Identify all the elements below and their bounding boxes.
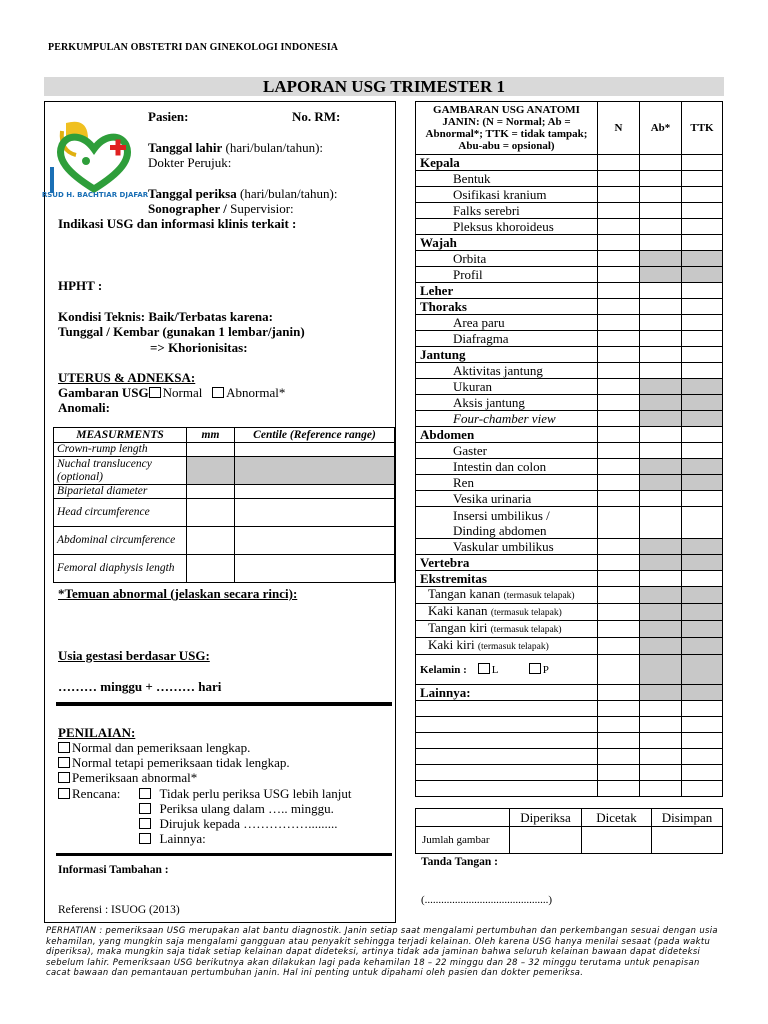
kelamin-p-checkbox[interactable] [529, 663, 541, 674]
lainnya-blank[interactable] [416, 749, 598, 765]
ab-cell[interactable] [640, 315, 682, 331]
meas-row-label: Abdominal circumference [54, 527, 187, 555]
ttk-cell[interactable] [682, 765, 723, 781]
anatomy-row [416, 203, 723, 219]
ttk-cell[interactable] [682, 155, 723, 171]
anatomy-row [416, 379, 723, 395]
ab-cell[interactable] [640, 347, 682, 363]
anatomy-label: Ekstremitas [416, 571, 598, 587]
anatomy-label: Osifikasi kranium [416, 187, 598, 203]
hospital-logo [41, 111, 149, 203]
anatomy-label: Jantung [416, 347, 598, 363]
anatomy-row [416, 187, 723, 203]
n-cell[interactable] [598, 587, 640, 604]
anatomy-row [416, 604, 723, 621]
ab-cell[interactable] [640, 395, 682, 411]
anatomy-label: Kaki kiri (termasuk telapak) [416, 638, 598, 655]
lainnya-blank[interactable] [416, 765, 598, 781]
n-cell[interactable] [598, 717, 640, 733]
n-cell[interactable] [598, 251, 640, 267]
ttk-cell[interactable] [682, 781, 723, 797]
ttk-cell[interactable] [682, 571, 723, 587]
ttk-cell[interactable] [682, 267, 723, 283]
meas-row-label: Head circumference [54, 499, 187, 527]
n-cell[interactable] [598, 475, 640, 491]
n-cell[interactable] [598, 781, 640, 797]
gambaran-usg-row: Gambaran USG Normal Abnormal* [58, 385, 286, 400]
anatomy-row [416, 219, 723, 235]
anatomy-row [416, 621, 723, 638]
lainnya-row [416, 701, 723, 717]
divider-thick [56, 853, 392, 856]
lainnya-blank[interactable] [416, 717, 598, 733]
mm-cell[interactable] [187, 443, 235, 457]
meas-row-label: Nuchal translucency (optional) [54, 457, 187, 485]
n-cell[interactable] [598, 701, 640, 717]
n-cell[interactable] [598, 749, 640, 765]
ab-cell[interactable] [640, 491, 682, 507]
ab-cell[interactable] [640, 219, 682, 235]
anatomy-row [416, 571, 723, 587]
rencana-option[interactable]: Dirujuk kepada ……………......... [139, 816, 338, 831]
ab-cell[interactable] [640, 555, 682, 571]
anatomy-label: Tangan kiri (termasuk telapak) [416, 621, 598, 638]
lainnya-row [416, 781, 723, 797]
signature-line: (.............................................) [421, 894, 553, 906]
n-cell[interactable] [598, 539, 640, 555]
blank-header [416, 809, 510, 827]
n-cell[interactable] [598, 395, 640, 411]
ab-cell[interactable] [640, 379, 682, 395]
centile-cell[interactable] [235, 555, 395, 583]
n-cell[interactable] [598, 379, 640, 395]
jumlah-gambar-table [415, 808, 723, 854]
anatomy-label: Profil [416, 267, 598, 283]
kelamin-label: Kelamin : L P [416, 655, 598, 685]
n-cell[interactable] [598, 765, 640, 781]
rencana-option[interactable]: Periksa ulang dalam ….. minggu. [139, 801, 334, 816]
tanggal-lahir: Tanggal lahir (hari/bulan/tahun): [148, 140, 324, 155]
anatomy-row [416, 315, 723, 331]
ttk-cell[interactable] [682, 587, 723, 604]
disimpan-header: Disimpan [652, 809, 723, 827]
anatomy-label: Abdomen [416, 427, 598, 443]
perhatian-note: PERHATIAN : pemeriksaan USG merupakan alat bantu diagnostik. Janin setiap saat mengalami pertumbuhan dan perkembangan sesuai dengan usia kehamilan, yang mungkin saja mengalami gangguan atau penyakit sehingga terjadi kelainan. Oleh karena USG hanya menilai sesaat (pada waktu diperiksa), maka mungkin saja tidak setiap kelainan dapat dideteksi, artinya tidak ada jaminan bahwa seluruh kelainan bawaan dapat dideteksi sebelum lahir. Pemeriksaan USG berikutnya akan dilakukan lagi pada kehamilan 18 – 22 minggu dan 28 – 32 minggu terutama untuk penapisan cacat bawaan dan pemantauan pertumbuhan janin. Hal ini penting untuk dipahami oleh pasien dan dokter pemeriksa. [46, 925, 718, 977]
mm-cell[interactable] [187, 485, 235, 499]
n-cell[interactable] [598, 638, 640, 655]
ab-cell[interactable] [640, 427, 682, 443]
penilaian-option[interactable]: Pemeriksaan abnormal* [58, 770, 197, 785]
anatomy-label: Ukuran [416, 379, 598, 395]
ab-cell[interactable] [640, 283, 682, 299]
kelamin-l-checkbox[interactable] [478, 663, 490, 674]
ttk-cell[interactable] [682, 171, 723, 187]
ab-cell[interactable] [640, 475, 682, 491]
n-cell[interactable] [598, 203, 640, 219]
anatomy-row [416, 235, 723, 251]
anatomy-row [416, 347, 723, 363]
disimpan-cell[interactable] [652, 827, 723, 854]
n-cell[interactable] [598, 685, 640, 701]
ab-cell[interactable] [640, 638, 682, 655]
meas-row-label: Crown-rump length [54, 443, 187, 457]
ab-cell[interactable] [640, 655, 682, 685]
anatomy-row [416, 443, 723, 459]
penilaian-heading: PENILAIAN: [58, 725, 136, 740]
ab-cell[interactable] [640, 267, 682, 283]
checkbox[interactable] [58, 788, 70, 799]
ttk-cell[interactable] [682, 638, 723, 655]
sonographer: Sonographer / Supervisior: [148, 201, 294, 216]
anatomy-label: Insersi umbilikus / Dinding abdomen [416, 507, 598, 539]
ab-cell[interactable] [640, 571, 682, 587]
informasi-tambahan: Informasi Tambahan : [58, 864, 169, 876]
usia-gestasi-heading: Usia gestasi berdasar USG: [58, 648, 210, 663]
mm-cell[interactable] [187, 499, 235, 527]
anatomy-label: Orbita [416, 251, 598, 267]
col-ttk: TTK [682, 102, 723, 155]
n-cell[interactable] [598, 219, 640, 235]
anatomy-label: Gaster [416, 443, 598, 459]
anatomy-row [416, 475, 723, 491]
n-cell[interactable] [598, 155, 640, 171]
ab-cell[interactable] [640, 749, 682, 765]
ab-cell[interactable] [640, 539, 682, 555]
anatomy-rows [416, 155, 723, 797]
ab-cell[interactable] [640, 701, 682, 717]
ttk-cell[interactable] [682, 685, 723, 701]
mm-header: mm [187, 428, 235, 443]
dicetak-cell[interactable] [582, 827, 652, 854]
anatomy-label: Kepala [416, 155, 598, 171]
lainnya-blank[interactable] [416, 701, 598, 717]
ab-cell[interactable] [640, 187, 682, 203]
anatomy-label: Intestin dan colon [416, 459, 598, 475]
anatomy-row [416, 587, 723, 604]
anatomy-row [416, 331, 723, 347]
anatomy-label: Pleksus khoroideus [416, 219, 598, 235]
ab-cell[interactable] [640, 717, 682, 733]
lainnya-row [416, 749, 723, 765]
checkbox[interactable] [139, 818, 151, 829]
n-cell[interactable] [598, 621, 640, 638]
rencana-option[interactable]: Lainnya: [139, 831, 206, 846]
lainnya-row [416, 685, 723, 701]
tanda-tangan-label: Tanda Tangan : [421, 856, 498, 868]
ttk-cell[interactable] [682, 363, 723, 379]
anatomy-row [416, 299, 723, 315]
ttk-cell[interactable] [682, 491, 723, 507]
normal-checkbox[interactable] [149, 387, 161, 398]
ttk-cell[interactable] [682, 203, 723, 219]
anatomy-row [416, 171, 723, 187]
anatomy-label: Thoraks [416, 299, 598, 315]
ttk-cell[interactable] [682, 443, 723, 459]
checkbox[interactable] [58, 757, 70, 768]
ttk-cell[interactable] [682, 655, 723, 685]
checkbox[interactable] [58, 742, 70, 753]
tanggal-periksa: Tanggal periksa (hari/bulan/tahun): [148, 186, 338, 201]
ab-cell[interactable] [640, 251, 682, 267]
col-n: N [598, 102, 640, 155]
dokter-perujuk: Dokter Perujuk: [148, 155, 232, 170]
anatomy-label: Vesika urinaria [416, 491, 598, 507]
n-cell[interactable] [598, 507, 640, 539]
anatomy-row [416, 507, 723, 539]
anatomy-row [416, 427, 723, 443]
n-cell[interactable] [598, 267, 640, 283]
ttk-cell[interactable] [682, 621, 723, 638]
centile-cell[interactable] [235, 485, 395, 499]
rencana-option[interactable]: Tidak perlu periksa USG lebih lanjut [139, 786, 351, 801]
lainnya-blank[interactable] [416, 781, 598, 797]
centile-cell[interactable] [235, 527, 395, 555]
lainnya-row [416, 765, 723, 781]
anatomy-row [416, 638, 723, 655]
n-cell[interactable] [598, 347, 640, 363]
n-cell[interactable] [598, 315, 640, 331]
ttk-cell[interactable] [682, 315, 723, 331]
dicetak-header: Dicetak [582, 809, 652, 827]
khorionisitas: => Khorionisitas: [150, 340, 248, 355]
jumlah-gambar-label: Jumlah gambar [416, 827, 510, 854]
ttk-cell[interactable] [682, 299, 723, 315]
anatomy-row [416, 395, 723, 411]
ttk-cell[interactable] [682, 411, 723, 427]
ttk-cell[interactable] [682, 395, 723, 411]
ab-cell[interactable] [640, 685, 682, 701]
ttk-cell[interactable] [682, 235, 723, 251]
ttk-cell[interactable] [682, 283, 723, 299]
ab-cell[interactable] [640, 155, 682, 171]
ab-cell[interactable] [640, 765, 682, 781]
ttk-cell[interactable] [682, 251, 723, 267]
anatomy-label: Leher [416, 283, 598, 299]
anatomy-label: Falks serebri [416, 203, 598, 219]
kelamin-row [416, 655, 723, 685]
ttk-cell[interactable] [682, 331, 723, 347]
n-cell[interactable] [598, 555, 640, 571]
anatomy-label: Area paru [416, 315, 598, 331]
checkbox[interactable] [139, 833, 151, 844]
uterus-heading: UTERUS & ADNEKSA: [58, 370, 196, 385]
penilaian-option[interactable]: Normal dan pemeriksaan lengkap. [58, 740, 250, 755]
anatomy-label: Wajah [416, 235, 598, 251]
pasien-label: Pasien: [148, 109, 189, 124]
centile-cell[interactable] [235, 499, 395, 527]
divider-thick [56, 702, 392, 706]
diperiksa-cell[interactable] [510, 827, 582, 854]
abnormal-checkbox[interactable] [212, 387, 224, 398]
ttk-cell[interactable] [682, 717, 723, 733]
ttk-cell[interactable] [682, 604, 723, 621]
anatomy-row [416, 267, 723, 283]
lainnya-row [416, 717, 723, 733]
lainnya-label: Lainnya: [416, 685, 598, 701]
anatomy-header: GAMBARAN USG ANATOMI JANIN: (N = Normal; Ab = Abnormal*; TTK = tidak tampak; Abu-abu = opsional) [416, 102, 598, 155]
ab-cell[interactable] [640, 363, 682, 379]
ab-cell[interactable] [640, 587, 682, 604]
ab-cell[interactable] [640, 621, 682, 638]
tunggal-kembar: Tunggal / Kembar (gunakan 1 lembar/janin) [58, 324, 305, 339]
centile-cell[interactable] [235, 443, 395, 457]
anatomy-row [416, 555, 723, 571]
no-rm-label: No. RM: [292, 109, 341, 124]
ttk-cell[interactable] [682, 347, 723, 363]
n-cell[interactable] [598, 604, 640, 621]
anatomy-row [416, 411, 723, 427]
anatomy-row [416, 155, 723, 171]
organization-name: PERKUMPULAN OBSTETRI DAN GINEKOLOGI INDONESIA [48, 42, 339, 53]
centile-header: Centile (Reference range) [235, 428, 395, 443]
anatomy-label: Aksis jantung [416, 395, 598, 411]
ttk-cell[interactable] [682, 749, 723, 765]
ttk-cell[interactable] [682, 427, 723, 443]
n-cell[interactable] [598, 491, 640, 507]
ab-cell[interactable] [640, 171, 682, 187]
ab-cell[interactable] [640, 459, 682, 475]
anatomy-row [416, 363, 723, 379]
ttk-cell[interactable] [682, 459, 723, 475]
n-cell[interactable] [598, 655, 640, 685]
n-cell[interactable] [598, 299, 640, 315]
anatomy-label: Tangan kanan (termasuk telapak) [416, 587, 598, 604]
ab-cell[interactable] [640, 781, 682, 797]
penilaian-option[interactable]: Normal tetapi pemeriksaan tidak lengkap. [58, 755, 290, 770]
referensi: Referensi : ISUOG (2013) [58, 904, 180, 916]
n-cell[interactable] [598, 733, 640, 749]
ab-cell[interactable] [640, 443, 682, 459]
n-cell[interactable] [598, 363, 640, 379]
anomali-label: Anomali: [58, 400, 110, 415]
n-cell[interactable] [598, 571, 640, 587]
mm-cell[interactable] [187, 555, 235, 583]
n-cell[interactable] [598, 443, 640, 459]
ab-cell[interactable] [640, 733, 682, 749]
ttk-cell[interactable] [682, 733, 723, 749]
mm-cell[interactable] [187, 527, 235, 555]
n-cell[interactable] [598, 171, 640, 187]
anatomy-label: Aktivitas jantung [416, 363, 598, 379]
ttk-cell[interactable] [682, 555, 723, 571]
meas-header: MEASURMENTS [54, 428, 187, 443]
col-ab: Ab* [640, 102, 682, 155]
ttk-cell[interactable] [682, 507, 723, 539]
n-cell[interactable] [598, 187, 640, 203]
checkbox[interactable] [139, 803, 151, 814]
anatomy-label: Vertebra [416, 555, 598, 571]
ab-cell[interactable] [640, 235, 682, 251]
ab-cell[interactable] [640, 411, 682, 427]
ab-cell[interactable] [640, 203, 682, 219]
measurements-table [53, 427, 395, 583]
usia-gestasi-format: ……… minggu + ……… hari [58, 679, 222, 694]
mm-cell[interactable] [187, 457, 235, 485]
n-cell[interactable] [598, 235, 640, 251]
anatomy-row [416, 491, 723, 507]
hpht-label: HPHT : [58, 278, 103, 293]
ttk-cell[interactable] [682, 701, 723, 717]
anatomy-row [416, 251, 723, 267]
n-cell[interactable] [598, 331, 640, 347]
meas-row-label: Femoral diaphysis length [54, 555, 187, 583]
logo-text: RSUD H. BACHTIAR DJAFAR [41, 191, 149, 199]
lainnya-blank[interactable] [416, 733, 598, 749]
temuan-abnormal: *Temuan abnormal (jelaskan secara rinci): [58, 586, 298, 601]
ttk-cell[interactable] [682, 187, 723, 203]
lainnya-row [416, 733, 723, 749]
n-cell[interactable] [598, 411, 640, 427]
ttk-cell[interactable] [682, 379, 723, 395]
meas-row-label: Biparietal diameter [54, 485, 187, 499]
ab-cell[interactable] [640, 604, 682, 621]
ttk-cell[interactable] [682, 475, 723, 491]
ab-cell[interactable] [640, 331, 682, 347]
checkbox[interactable] [139, 788, 151, 799]
centile-cell[interactable] [235, 457, 395, 485]
ttk-cell[interactable] [682, 539, 723, 555]
diperiksa-header: Diperiksa [510, 809, 582, 827]
anatomy-label: Vaskular umbilikus [416, 539, 598, 555]
ttk-cell[interactable] [682, 219, 723, 235]
anatomy-label: Four-chamber view [416, 411, 598, 427]
anatomy-row [416, 283, 723, 299]
n-cell[interactable] [598, 283, 640, 299]
rencana-label[interactable]: Rencana: [58, 786, 120, 801]
anatomy-label: Bentuk [416, 171, 598, 187]
checkbox[interactable] [58, 772, 70, 783]
anatomy-row [416, 539, 723, 555]
kondisi-teknis: Kondisi Teknis: Baik/Terbatas karena: [58, 309, 273, 324]
anatomy-label: Ren [416, 475, 598, 491]
page-title: LAPORAN USG TRIMESTER 1 [44, 77, 724, 96]
anatomy-table [415, 101, 723, 797]
indikasi-usg: Indikasi USG dan informasi klinis terkait : [58, 216, 297, 231]
ab-cell[interactable] [640, 299, 682, 315]
n-cell[interactable] [598, 459, 640, 475]
anatomy-row [416, 459, 723, 475]
anatomy-label: Kaki kanan (termasuk telapak) [416, 604, 598, 621]
n-cell[interactable] [598, 427, 640, 443]
ab-cell[interactable] [640, 507, 682, 539]
anatomy-label: Diafragma [416, 331, 598, 347]
